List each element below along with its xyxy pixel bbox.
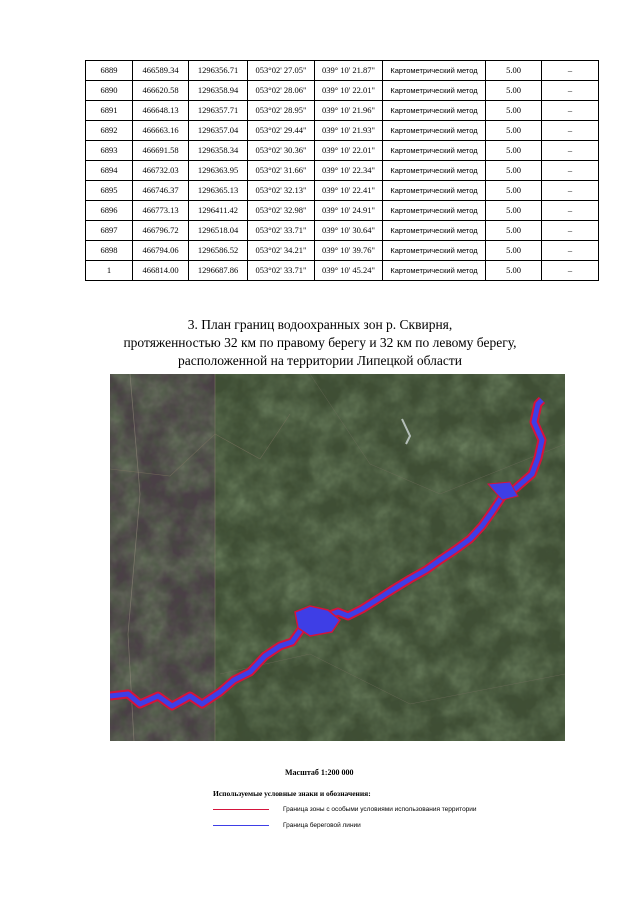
point-number-cell: 1 [86,261,133,281]
table-row [86,121,599,141]
longitude-cell: 039° 10' 21.96" [315,101,383,121]
longitude-cell: 039° 10' 30.64" [315,221,383,241]
latitude-cell: 053°02' 30.36" [248,141,315,161]
latitude-cell: 053°02' 34.21" [248,241,315,261]
point-number-cell: 6889 [86,61,133,81]
longitude-cell: 039° 10' 22.01" [315,141,383,161]
x-coord-cell: 466663.16 [133,121,189,141]
accuracy-cell: 5.00 [486,81,542,101]
method-cell: Картометрический метод [383,181,486,201]
longitude-cell: 039° 10' 45.24" [315,261,383,281]
y-coord-cell: 1296586.52 [189,241,248,261]
note-cell: – [542,241,599,261]
note-cell: – [542,61,599,81]
accuracy-cell: 5.00 [486,61,542,81]
method-cell: Картометрический метод [383,201,486,221]
note-cell: – [542,101,599,121]
accuracy-cell: 5.00 [486,201,542,221]
method-cell: Картометрический метод [383,101,486,121]
x-coord-cell: 466648.13 [133,101,189,121]
x-coord-cell: 466691.58 [133,141,189,161]
table-row [86,241,599,261]
coordinates-table [85,60,599,281]
longitude-cell: 039° 10' 22.41" [315,181,383,201]
table-row [86,221,599,241]
x-coord-cell: 466620.58 [133,81,189,101]
latitude-cell: 053°02' 33.71" [248,261,315,281]
latitude-cell: 053°02' 33.71" [248,221,315,241]
legend-item-zone [213,804,477,814]
table-row [86,61,599,81]
y-coord-cell: 1296358.34 [189,141,248,161]
y-coord-cell: 1296357.04 [189,121,248,141]
y-coord-cell: 1296365.13 [189,181,248,201]
satellite-map [110,374,565,741]
y-coord-cell: 1296411.42 [189,201,248,221]
accuracy-cell: 5.00 [486,161,542,181]
point-number-cell: 6892 [86,121,133,141]
longitude-cell: 039° 10' 22.01" [315,81,383,101]
method-cell: Картометрический метод [383,241,486,261]
accuracy-cell: 5.00 [486,121,542,141]
method-cell: Картометрический метод [383,121,486,141]
y-coord-cell: 1296518.04 [189,221,248,241]
table-row [86,161,599,181]
table-row [86,181,599,201]
longitude-cell: 039° 10' 24.91" [315,201,383,221]
accuracy-cell: 5.00 [486,241,542,261]
note-cell: – [542,141,599,161]
legend-heading: Используемые условные знаки и обозначения: [213,789,371,798]
x-coord-cell: 466794.06 [133,241,189,261]
point-number-cell: 6894 [86,161,133,181]
method-cell: Картометрический метод [383,61,486,81]
method-cell: Картометрический метод [383,81,486,101]
latitude-cell: 053°02' 32.13" [248,181,315,201]
x-coord-cell: 466589.34 [133,61,189,81]
point-number-cell: 6895 [86,181,133,201]
table-row [86,101,599,121]
longitude-cell: 039° 10' 39.76" [315,241,383,261]
y-coord-cell: 1296357.71 [189,101,248,121]
note-cell: – [542,121,599,141]
legend-zone-label: Граница зоны с особыми условиями использования территории [283,805,477,813]
x-coord-cell: 466732.03 [133,161,189,181]
latitude-cell: 053°02' 29.44" [248,121,315,141]
accuracy-cell: 5.00 [486,261,542,281]
x-coord-cell: 466814.00 [133,261,189,281]
table-row [86,81,599,101]
y-coord-cell: 1296363.95 [189,161,248,181]
point-number-cell: 6896 [86,201,133,221]
longitude-cell: 039° 10' 22.34" [315,161,383,181]
map-scale: Масштаб 1:200 000 [285,768,354,777]
note-cell: – [542,221,599,241]
section-title-line-2: протяженностью 32 км по правому берегу и 32 км по левому берегу, [123,335,517,350]
note-cell: – [542,181,599,201]
legend-zone-line [213,809,269,810]
note-cell: – [542,161,599,181]
point-number-cell: 6890 [86,81,133,101]
point-number-cell: 6898 [86,241,133,261]
y-coord-cell: 1296358.94 [189,81,248,101]
accuracy-cell: 5.00 [486,181,542,201]
table-row [86,201,599,221]
section-title-line-3: расположенной на территории Липецкой области [177,353,463,368]
method-cell: Картометрический метод [383,141,486,161]
latitude-cell: 053°02' 27.05" [248,61,315,81]
note-cell: – [542,81,599,101]
section-title-line-1: 3. План границ водоохранных зон р. Сквирня, [187,317,453,332]
latitude-cell: 053°02' 28.95" [248,101,315,121]
longitude-cell: 039° 10' 21.87" [315,61,383,81]
latitude-cell: 053°02' 32.98" [248,201,315,221]
point-number-cell: 6893 [86,141,133,161]
table-row [86,261,599,281]
x-coord-cell: 466796.72 [133,221,189,241]
method-cell: Картометрический метод [383,221,486,241]
y-coord-cell: 1296356.71 [189,61,248,81]
legend-shore-label: Граница береговой линии [283,821,361,829]
legend-item-shore [213,820,361,830]
legend-shore-line [213,825,269,826]
x-coord-cell: 466773.13 [133,201,189,221]
x-coord-cell: 466746.37 [133,181,189,201]
latitude-cell: 053°02' 28.06" [248,81,315,101]
y-coord-cell: 1296687.86 [189,261,248,281]
accuracy-cell: 5.00 [486,101,542,121]
method-cell: Картометрический метод [383,161,486,181]
table-row [86,141,599,161]
longitude-cell: 039° 10' 21.93" [315,121,383,141]
note-cell: – [542,201,599,221]
point-number-cell: 6897 [86,221,133,241]
accuracy-cell: 5.00 [486,141,542,161]
method-cell: Картометрический метод [383,261,486,281]
accuracy-cell: 5.00 [486,221,542,241]
point-number-cell: 6891 [86,101,133,121]
note-cell: – [542,261,599,281]
latitude-cell: 053°02' 31.66" [248,161,315,181]
